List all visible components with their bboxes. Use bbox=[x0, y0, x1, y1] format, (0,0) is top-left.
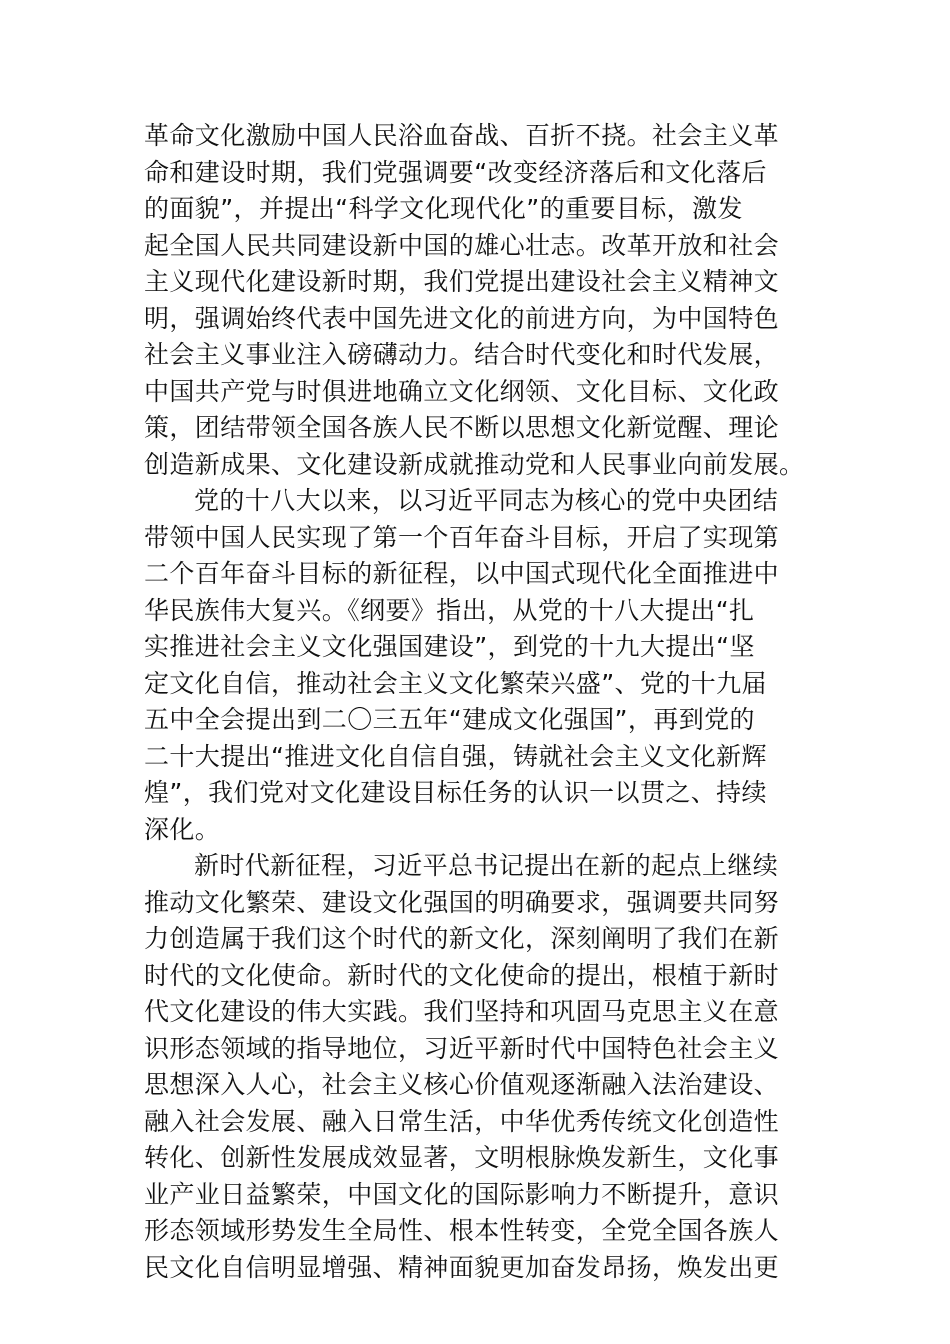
text-line: 二个百年奋斗目标的新征程，以中国式现代化全面推进中 bbox=[144, 559, 780, 588]
text-line: 融入社会发展、融入日常生活，中华优秀传统文化创造性 bbox=[144, 1106, 780, 1136]
text-line: 新时代新征程，习近平总书记提出在新的起点上继续 bbox=[194, 851, 779, 880]
text-line: 推动文化繁荣、建设文化强国的明确要求，强调要共同努 bbox=[144, 887, 780, 917]
text-line: 党的十八大以来，以习近平同志为核心的党中央团结 bbox=[194, 486, 779, 515]
text-line: 策，团结带领全国各族人民不断以思想文化新觉醒、理论 bbox=[144, 413, 780, 442]
text-line: 煌”，我们党对文化建设目标任务的认识一以贯之、持续 bbox=[144, 778, 767, 807]
text-line: 民文化自信明显增强、精神面貌更加奋发昂扬，焕发出更 bbox=[144, 1252, 780, 1282]
text-line: 中国共产党与时俱进地确立文化纲领、文化目标、文化政 bbox=[144, 376, 780, 406]
text-line: 主义现代化建设新时期，我们党提出建设社会主义精神文 bbox=[144, 267, 780, 296]
text-line: 代文化建设的伟大实践。我们坚持和巩固马克思主义在意 bbox=[144, 997, 780, 1026]
text-line: 力创造属于我们这个时代的新文化，深刻阐明了我们在新 bbox=[144, 924, 780, 953]
text-line: 创造新成果、文化建设新成就推动党和人民事业向前发展。 bbox=[144, 449, 805, 479]
text-line: 二十大提出“推进文化自信自强，铸就社会主义文化新辉 bbox=[144, 741, 767, 771]
text-line: 形态领域形势发生全局性、根本性转变，全党全国各族人 bbox=[144, 1216, 780, 1245]
text-line: 带领中国人民实现了第一个百年奋斗目标，开启了实现第 bbox=[144, 522, 780, 552]
text-line: 明，强调始终代表中国先进文化的前进方向，为中国特色 bbox=[144, 303, 780, 333]
paragraph-3 bbox=[144, 848, 808, 1286]
text-line: 社会主义事业注入磅礴动力。结合时代变化和时代发展， bbox=[144, 340, 780, 369]
paragraph-2 bbox=[144, 483, 808, 848]
text-line: 起全国人民共同建设新中国的雄心壮志。改革开放和社会 bbox=[144, 230, 780, 260]
paragraph-1 bbox=[144, 118, 808, 483]
text-line: 定文化自信，推动社会主义文化繁荣兴盛”、党的十九届 bbox=[144, 668, 767, 698]
body-text bbox=[144, 118, 808, 1286]
text-line: 业产业日益繁荣，中国文化的国际影响力不断提升，意识 bbox=[144, 1179, 780, 1209]
text-line: 思想深入人心，社会主义核心价值观逐渐融入法治建设、 bbox=[144, 1070, 780, 1099]
text-line: 革命文化激励中国人民浴血奋战、百折不挠。社会主义革 bbox=[144, 121, 780, 150]
text-line: 识形态领域的指导地位，习近平新时代中国特色社会主义 bbox=[144, 1033, 780, 1063]
text-line: 实推进社会主义文化强国建设”，到党的十九大提出“坚 bbox=[144, 632, 755, 661]
text-line: 转化、创新性发展成效显著，文明根脉焕发新生，文化事 bbox=[144, 1143, 780, 1172]
text-line: 命和建设时期，我们党强调要“改变经济落后和文化落后 bbox=[144, 157, 767, 187]
text-line: 的面貌”，并提出“科学文化现代化”的重要目标，激发 bbox=[144, 194, 743, 223]
text-line: 深化。 bbox=[144, 814, 221, 844]
text-line: 华民族伟大复兴。《纲要》指出，从党的十八大提出“扎 bbox=[144, 595, 755, 625]
text-line: 五中全会提出到二〇三五年“建成文化强国”，再到党的 bbox=[144, 705, 755, 734]
text-line: 时代的文化使命。新时代的文化使命的提出，根植于新时 bbox=[144, 960, 780, 990]
